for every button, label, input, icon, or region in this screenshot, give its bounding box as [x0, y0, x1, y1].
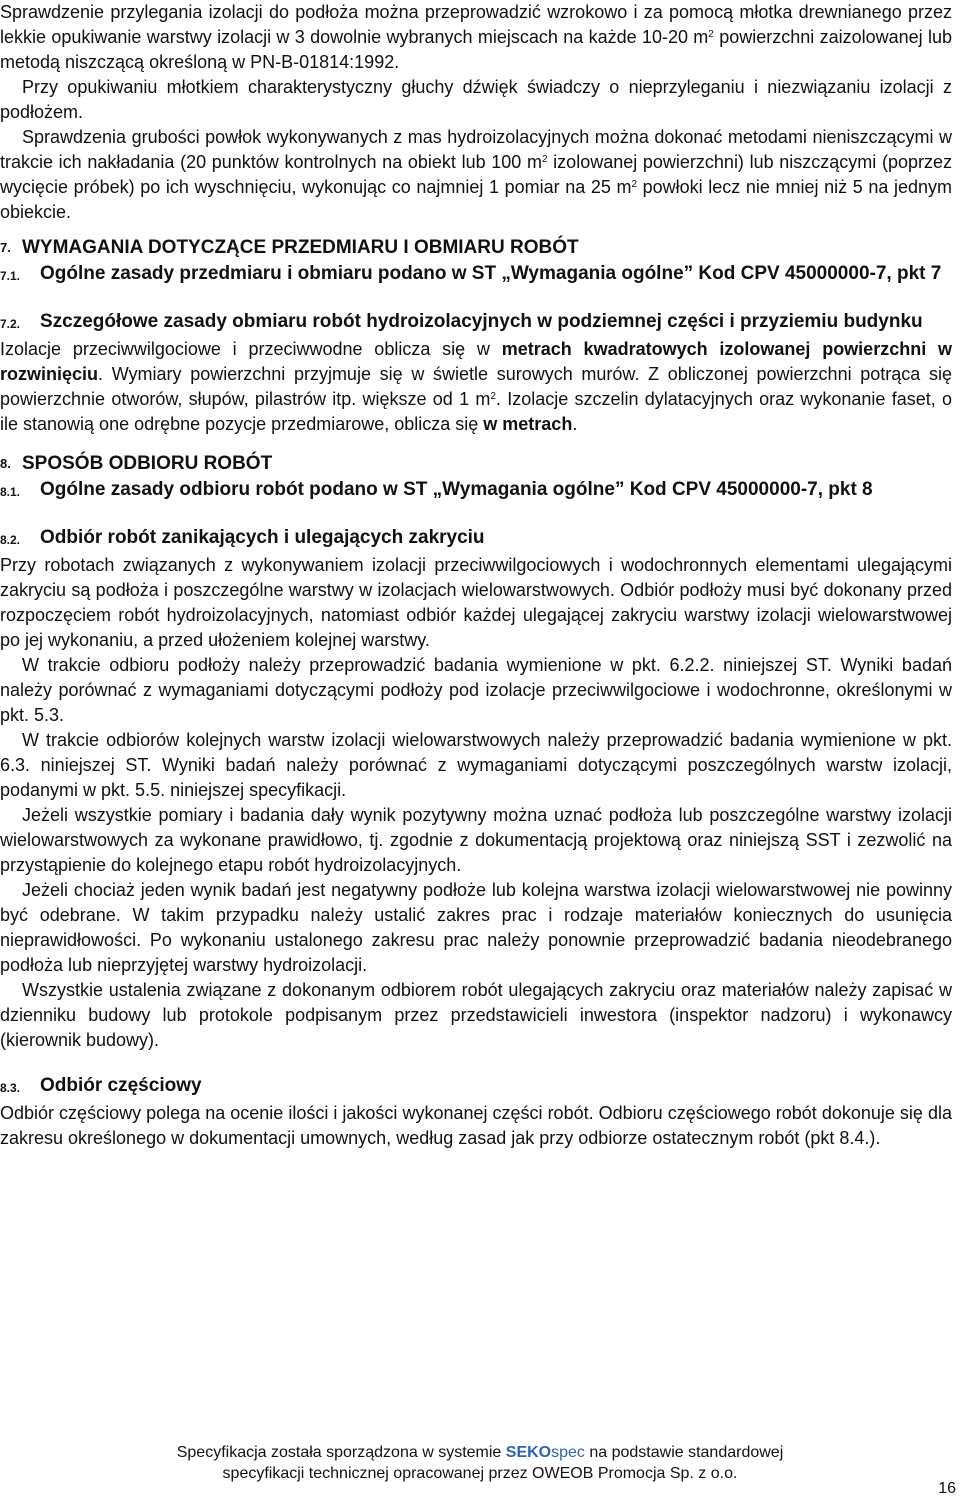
paragraph-hammer-test: Przy opukiwaniu młotkiem charakterystyczny głuchy dźwięk świadczy o nieprzyleganiu i niezwiązaniu izolacji z podłożem.: [0, 77, 952, 122]
paragraph-measurement-rules: Izolacje przeciwwilgociowe i przeciwwodne oblicza się w metrach kwadratowych izolowanej powierzchni w rozwinięciu. Wymiary powierzchni przyjmuje się w świetle surowych murów. Z obliczonej powierzchni potrąca się powierzchnie otworów, słupów, pilastrów itp. większe od 1 $m^2$. Izolacje szczelin dylatacyjnych oraz wykonanie faset, o ile stanowią one odrębne pozycje przedmiarowe, oblicza się w metrach.: [0, 339, 953, 434]
paragraph-thickness-check: Sprawdzenia grubości powłok wykonywanych z mas hydroizolacyjnych można dokonać metodami nieniszczącymi w trakcie ich nakładania (20 punktów kontrolnych na obiekt lub 100 $m^2$ izolowanej powierzchni) lub niszczącymi (poprzez wycięcie próbek) po ich wyschnięciu, wykonując co najmniej 1 pomiar na 25 $m^2$ powłoki lecz nie mniej niż 5 na jednym obiekcie.: [0, 127, 952, 222]
footer-line-1: Specyfikacja została sporządzona w systemie SEKOspec na podstawie standardowej: [176, 1444, 784, 1461]
paragraph-negative-results: Jeżeli chociaż jeden wynik badań jest negatywny podłoże lub kolejna warstwa izolacji wielowarstwowej nie powinny być odebrane. W takim przypadku należy ustalić zakres prac i rodzaje materiałów koniecznych do usunięcia nieprawidłowości. Po wykonaniu ustalonego zakresu prac należy ponownie przeprowadzić badania nieodebranego podłoża lub nieprzyjętej warstwy hydroizolacji.: [0, 880, 952, 975]
section-8-heading: 8. SPOSÓB ODBIORU ROBÓT: [0, 453, 273, 474]
section-7-heading: 7. WYMAGANIA DOTYCZĄCE PRZEDMIARU I OBMIARU ROBÓT: [0, 237, 579, 258]
section-8-3-heading: 8.3. Odbiór częściowy: [0, 1075, 202, 1096]
section-7-2-heading: 7.2. Szczegółowe zasady obmiaru robót hydroizolacyjnych w podziemnej części i przyziemiu budynku: [0, 311, 923, 332]
sekospec-logo-part-2: spec: [551, 1444, 585, 1461]
section-7-1-heading: 7.1. Ogólne zasady przedmiaru i obmiaru podano w ST „Wymagania ogólne” Kod CPV 45000000-7, pkt 7: [0, 263, 942, 284]
paragraph-partial-acceptance: Odbiór częściowy polega na ocenie ilości i jakości wykonanej części robót. Odbioru częściowego robót dokonuje się dla zakresu określonego w dokumentacji umownych, według zasad jak przy odbiorze ostatecznym robót (pkt 8.4.).: [0, 1103, 952, 1148]
paragraph-records: Wszystkie ustalenia związane z dokonanym odbiorem robót ulegających zakryciu oraz materiałów należy zapisać w dzienniku budowy lub protokole podpisanym przez przedstawicieli inwestora (inspektor nadzoru) i wykonawcy (kierownik budowy).: [0, 980, 952, 1050]
paragraph-covered-works: Przy robotach związanych z wykonywaniem izolacji przeciwwilgociowych i wodochronnych elementami ulegającymi zakryciu są podłoża i poszczególne warstwy w izolacjach wielowarstwowych. Odbiór podłoży musi być dokonany przed rozpoczęciem robót hydroizolacyjnych, natomiast odbiór każdej ulegającej zakryciu warstwy izolacji wielowarstwowej po jej wykonaniu, a przed ułożeniem kolejnej warstwy.: [0, 555, 952, 650]
paragraph-adhesion-check: Sprawdzenie przylegania izolacji do podłoża można przeprowadzić wzrokowo i za pomocą młotka drewnianego przez lekkie opukiwanie warstwy izolacji w 3 dowolnie wybranych miejscach na każde 10-20 $m^2$ powierzchni zaizolowanej lub metodą niszczącą określoną w PN-B-01814:1992.: [0, 2, 952, 72]
section-8-1-heading: 8.1. Ogólne zasady odbioru robót podano w ST „Wymagania ogólne” Kod CPV 45000000-7, pkt 8: [0, 479, 873, 500]
paragraph-positive-results: Jeżeli wszystkie pomiary i badania dały wynik pozytywny można uznać podłoża lub poszczególne warstwy izolacji wielowarstwowych za wykonane prawidłowo, tj. zgodnie z dokumentacją projektową oraz niniejszą SST i zezwolić na przystąpienie do kolejnego etapu robót hydroizolacyjnych.: [0, 805, 952, 875]
paragraph-layer-tests: W trakcie odbiorów kolejnych warstw izolacji wielowarstwowych należy przeprowadzić badania wymienione w pkt. 6.3. niniejszej ST. Wyniki badań należy porównać z wymaganiami dotyczącymi poszczególnych warstw izolacji, podanymi w pkt. 5.5. niniejszej specyfikacji.: [0, 730, 952, 800]
page-number: 16: [938, 1480, 956, 1497]
footer-line-2: specyfikacji technicznej opracowanej przez OWEOB Promocja Sp. z o.o.: [222, 1465, 738, 1482]
section-8-2-heading: 8.2. Odbiór robót zanikających i ulegających zakryciu: [0, 527, 485, 548]
page-footer: [0, 1442, 960, 1484]
sekospec-logo-part-1: SEKO: [505, 1444, 552, 1461]
paragraph-substrate-tests: W trakcie odbioru podłoży należy przeprowadzić badania wymienione w pkt. 6.2.2. niniejszej ST. Wyniki badań należy porównać z wymaganiami dotyczącymi podłoży pod izolacje przeciwwilgociowe i wodochronne, określonymi w pkt. 5.3.: [0, 655, 952, 725]
